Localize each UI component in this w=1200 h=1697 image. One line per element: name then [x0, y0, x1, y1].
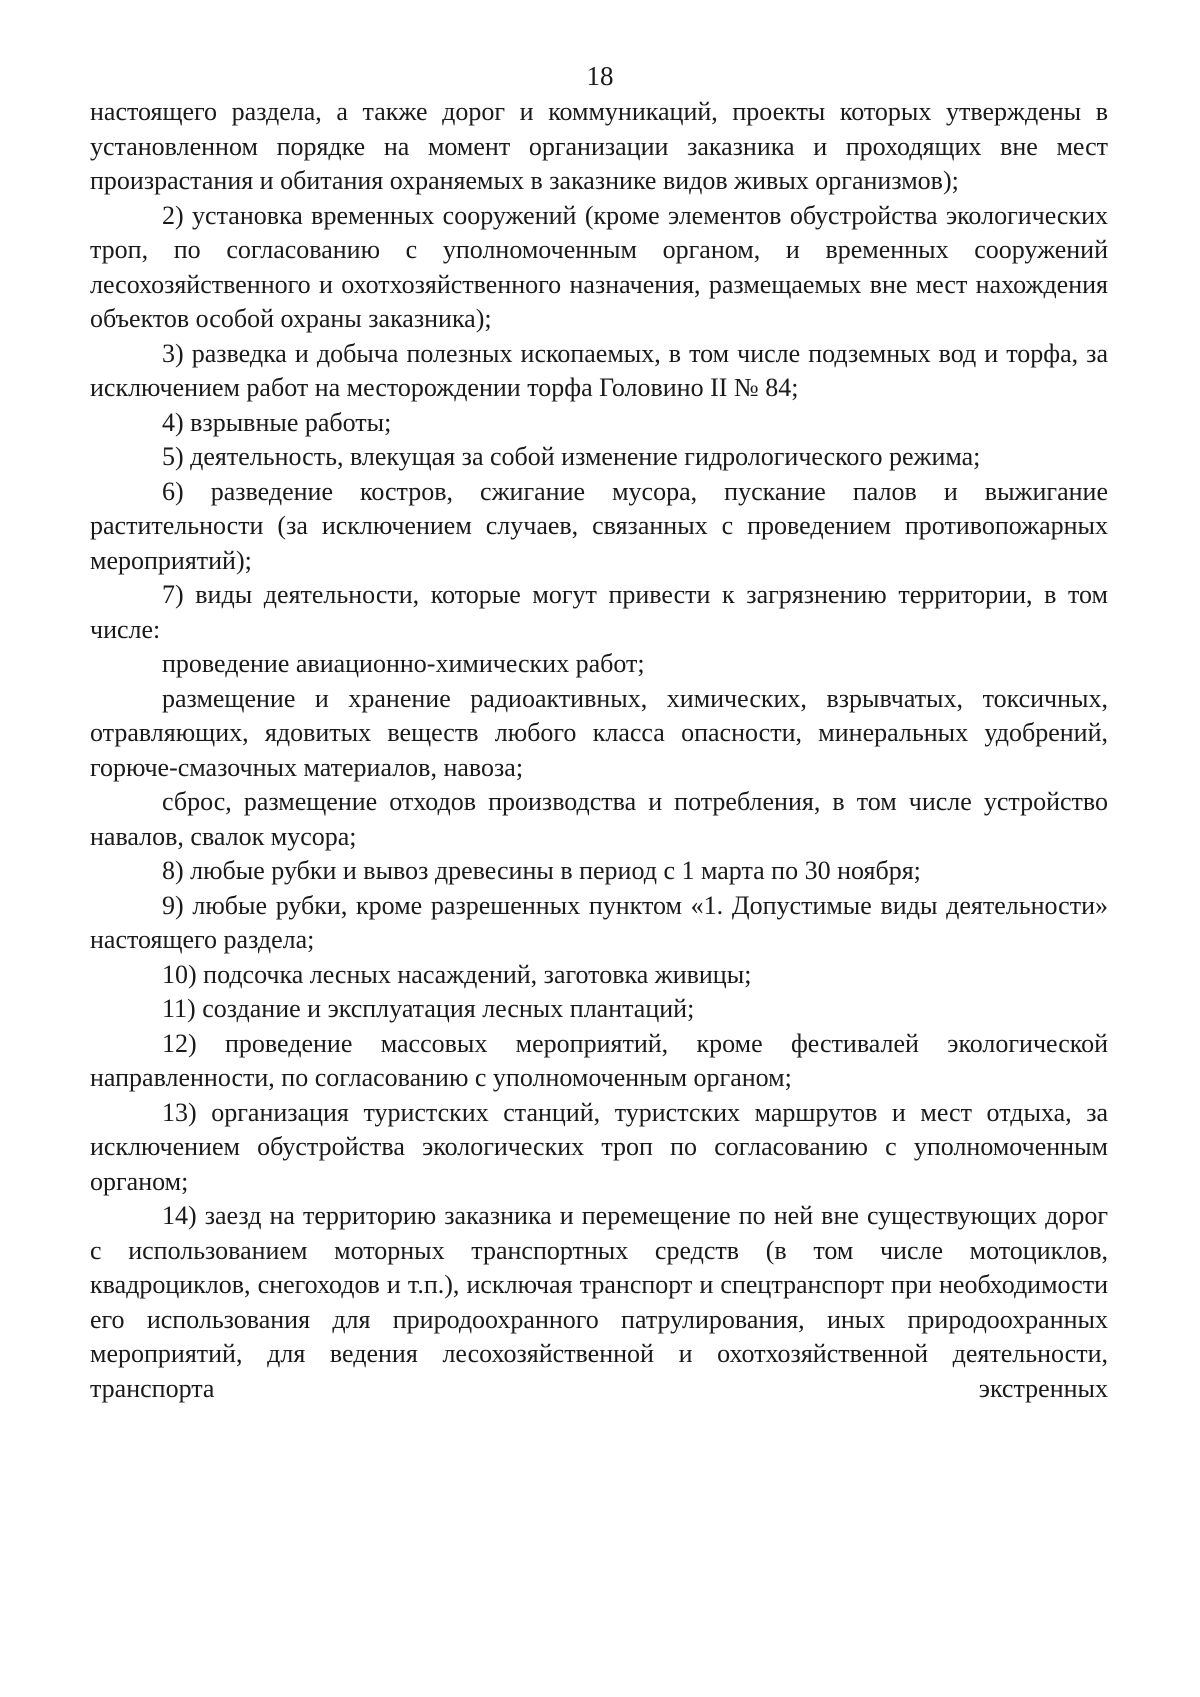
paragraph-item-9: 9) любые рубки, кроме разрешенных пунктом «1. Допустимые виды деятельности» настоящего раздела;	[90, 890, 1108, 954]
paragraph-subitem-waste: сброс, размещение отходов производства и потребления, в том числе устройство навалов, свалок мусора;	[90, 787, 1108, 851]
paragraph-item-7: 7) виды деятельности, которые могут привести к загрязнению территории, в том числе:	[90, 580, 1108, 644]
paragraph-item-5: 5) деятельность, влекущая за собой изменение гидрологического режима;	[162, 442, 981, 471]
paragraph-subitem-storage: размещение и хранение радиоактивных, химических, взрывчатых, токсичных, отравляющих, ядовитых веществ любого класса опасности, минеральных удобрений, горюче-смазочных материалов, навоза;	[90, 683, 1108, 782]
page-number: 18	[586, 61, 614, 91]
paragraph-item-6: 6) разведение костров, сжигание мусора, пускание палов и выжигание растительности (за исключением случаев, связанных с проведением противопожарных мероприятий);	[90, 476, 1108, 575]
paragraph-continuation: настоящего раздела, а также дорог и коммуникаций, проекты которых утверждены в установленном порядке на момент организации заказника и проходящих вне мест произрастания и обитания охраняемых в заказнике видов живых организмов);	[90, 97, 1108, 195]
document-body	[90, 95, 1108, 1406]
paragraph-item-12: 12) проведение массовых мероприятий, кроме фестивалей экологической направленности, по согласованию с уполномоченным органом;	[90, 1028, 1108, 1092]
paragraph-item-4: 4) взрывные работы;	[162, 407, 392, 437]
paragraph-item-14: 14) заезд на территорию заказника и перемещение по ней вне существующих дорог с использованием моторных транспортных средств (в том числе мотоциклов, квадроциклов, снегоходов и т.п.), исключая транспорт и спецтранспорт при необходимости его использования для природоохранного патрулирования, иных природоохранных мероприятий, для ведения лесохозяйственной и охотхозяйственной деятельности, транспорта экстренных	[90, 1201, 1108, 1403]
paragraph-item-11: 11) создание и эксплуатация лесных плантаций;	[162, 994, 695, 1023]
paragraph-item-2: 2) установка временных сооружений (кроме элементов обустройства экологических троп, по согласованию с уполномоченным органом, и временных сооружений лесохозяйственного и охотхозяйственного назначения, размещаемых вне мест нахождения объектов особой охраны заказника);	[90, 200, 1108, 333]
paragraph-subitem-aviation: проведение авиационно-химических работ;	[162, 649, 645, 678]
paragraph-item-8: 8) любые рубки и вывоз древесины в период с 1 марта по 30 ноября;	[162, 856, 921, 885]
paragraph-item-13: 13) организация туристских станций, туристских маршрутов и мест отдыха, за исключением обустройства экологических троп по согласованию с уполномоченным органом;	[90, 1097, 1108, 1196]
paragraph-item-10: 10) подсочка лесных насаждений, заготовка живицы;	[162, 959, 752, 989]
paragraph-item-3: 3) разведка и добыча полезных ископаемых, в том числе подземных вод и торфа, за исключением работ на месторождении торфа Головино II № 84;	[90, 338, 1108, 402]
